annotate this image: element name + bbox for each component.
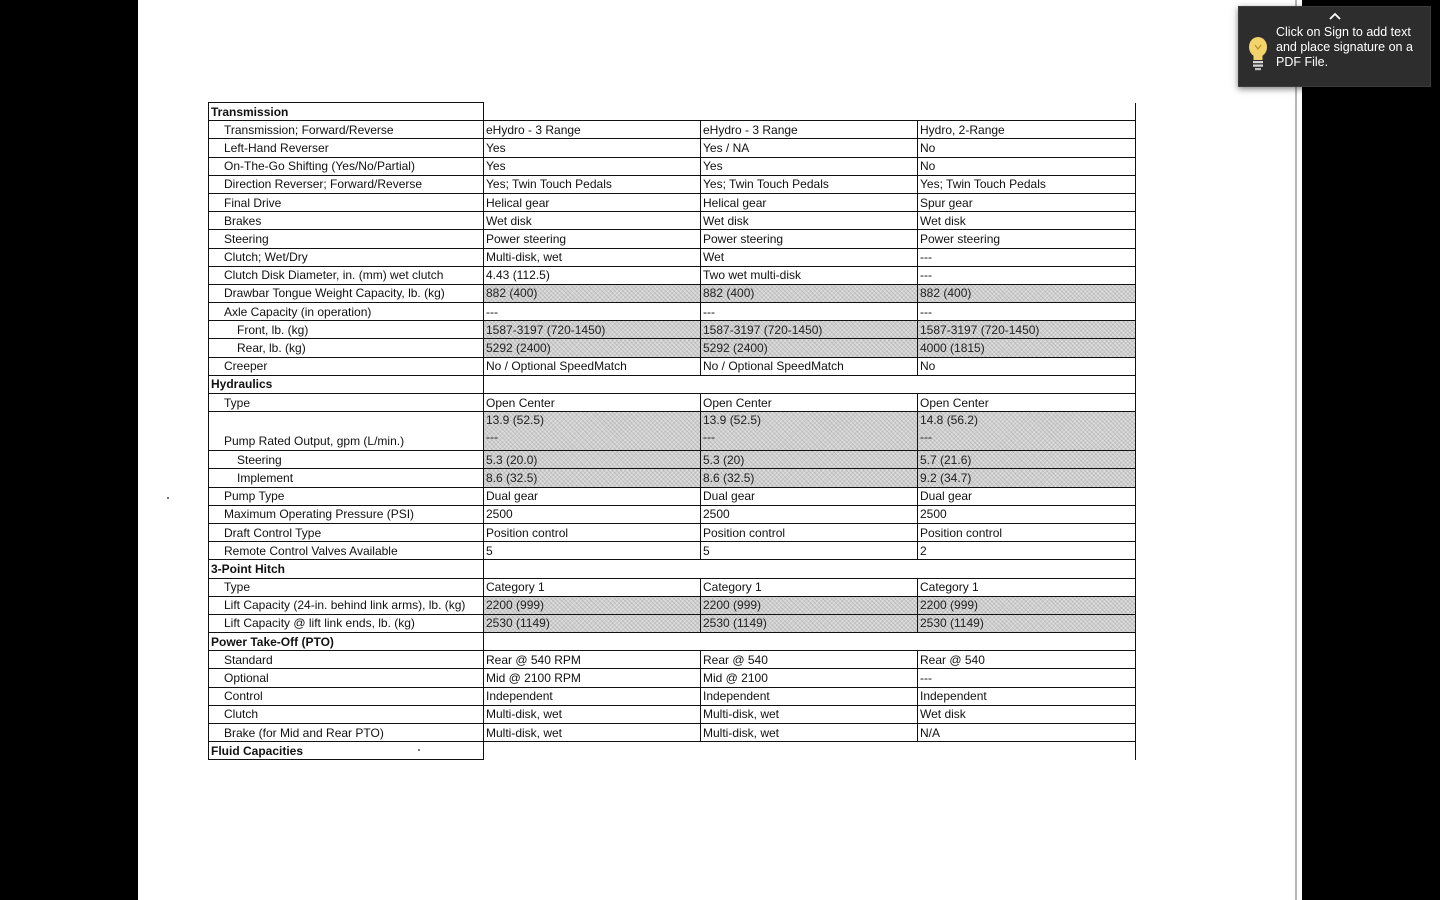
- table-cell: 8.6 (32.5): [484, 469, 701, 487]
- row-label: Draft Control Type: [209, 523, 484, 541]
- table-cell: Position control: [701, 523, 918, 541]
- table-row: [209, 175, 1136, 193]
- section-spacer: [484, 375, 1136, 393]
- table-cell: Wet disk: [918, 705, 1136, 723]
- table-cell: Wet disk: [701, 212, 918, 230]
- table-cell: Rear @ 540: [701, 651, 918, 669]
- table-cell: Power steering: [484, 230, 701, 248]
- table-row: [209, 687, 1136, 705]
- table-row: [209, 705, 1136, 723]
- table-cell: Independent: [918, 687, 1136, 705]
- table-row: [209, 139, 1136, 157]
- table-cell: Yes: [701, 157, 918, 175]
- row-label: Brakes: [209, 212, 484, 230]
- table-cell: 4.43 (112.5): [484, 266, 701, 284]
- cell-line: 13.9 (52.5): [703, 413, 762, 428]
- table-row: [209, 523, 1136, 541]
- table-row: [209, 578, 1136, 596]
- table-cell: Yes / NA: [701, 139, 918, 157]
- table-cell: 2530 (1149): [918, 614, 1136, 632]
- row-label: Lift Capacity @ lift link ends, lb. (kg): [209, 614, 484, 632]
- table-cell: 882 (400): [484, 284, 701, 302]
- table-cell: Dual gear: [484, 487, 701, 505]
- table-cell: 2500: [701, 505, 918, 523]
- table-row: [209, 193, 1136, 211]
- table-cell: Yes; Twin Touch Pedals: [918, 175, 1136, 193]
- row-label: Steering: [209, 230, 484, 248]
- table-row: [209, 505, 1136, 523]
- row-label: Maximum Operating Pressure (PSI): [209, 505, 484, 523]
- table-cell: Yes: [484, 157, 701, 175]
- row-label: Direction Reverser; Forward/Reverse: [209, 175, 484, 193]
- table-cell: Wet disk: [484, 212, 701, 230]
- row-label: Clutch Disk Diameter, in. (mm) wet clutch: [209, 266, 484, 284]
- section-row: [209, 103, 1136, 121]
- cell-line: ---: [486, 430, 498, 445]
- table-cell: [918, 412, 1136, 451]
- table-row: [209, 157, 1136, 175]
- row-label: Clutch; Wet/Dry: [209, 248, 484, 266]
- row-label: Final Drive: [209, 193, 484, 211]
- table-cell: Multi-disk, wet: [484, 724, 701, 742]
- table-row: [209, 212, 1136, 230]
- table-row: [209, 339, 1136, 357]
- table-row: [209, 230, 1136, 248]
- table-cell: 2530 (1149): [701, 614, 918, 632]
- section-spacer: [484, 103, 1136, 121]
- table-cell: 5: [484, 542, 701, 560]
- table-cell: 2500: [484, 505, 701, 523]
- table-cell: 2200 (999): [918, 596, 1136, 614]
- sign-tip-text: Click on Sign to add text and place signature on a PDF File.: [1276, 25, 1413, 69]
- table-cell: Category 1: [484, 578, 701, 596]
- table-cell: 2500: [918, 505, 1136, 523]
- table-cell: Helical gear: [701, 193, 918, 211]
- table-cell: N/A: [918, 724, 1136, 742]
- table-cell: 882 (400): [701, 284, 918, 302]
- table-cell: No: [918, 157, 1136, 175]
- table-cell: Helical gear: [484, 193, 701, 211]
- table-cell: Wet: [701, 248, 918, 266]
- table-row: [209, 451, 1136, 469]
- table-cell: Multi-disk, wet: [484, 248, 701, 266]
- table-cell: 1587-3197 (720-1450): [701, 321, 918, 339]
- table-cell: Mid @ 2100: [701, 669, 918, 687]
- table-row: [209, 266, 1136, 284]
- section-heading: Hydraulics: [209, 375, 484, 393]
- row-label: Optional: [209, 669, 484, 687]
- table-cell: 2200 (999): [484, 596, 701, 614]
- row-label: Control: [209, 687, 484, 705]
- table-cell: 9.2 (34.7): [918, 469, 1136, 487]
- table-cell: 5.3 (20.0): [484, 451, 701, 469]
- table-row: [209, 542, 1136, 560]
- row-label: Lift Capacity (24-in. behind link arms), lb. (kg): [209, 596, 484, 614]
- table-cell: Dual gear: [701, 487, 918, 505]
- table-row: [209, 412, 1136, 451]
- table-cell: No: [918, 357, 1136, 375]
- table-cell: 5.7 (21.6): [918, 451, 1136, 469]
- row-label: Drawbar Tongue Weight Capacity, lb. (kg): [209, 284, 484, 302]
- table-cell: [701, 412, 918, 451]
- table-cell: ---: [918, 248, 1136, 266]
- table-cell: 1587-3197 (720-1450): [484, 321, 701, 339]
- section-heading: Power Take-Off (PTO): [209, 633, 484, 651]
- table-row: [209, 596, 1136, 614]
- section-heading: Fluid Capacities: [209, 742, 484, 760]
- spec-comparison-table: [208, 102, 1136, 760]
- row-label: Creeper: [209, 357, 484, 375]
- page-edge-divider: [1295, 0, 1297, 900]
- table-cell: eHydro - 3 Range: [701, 121, 918, 139]
- row-label: Standard: [209, 651, 484, 669]
- table-cell: Open Center: [484, 394, 701, 412]
- table-cell: 2530 (1149): [484, 614, 701, 632]
- row-label: Type: [209, 394, 484, 412]
- table-cell: ---: [484, 303, 701, 321]
- table-cell: Category 1: [701, 578, 918, 596]
- sign-tip-popup[interactable]: [1238, 6, 1431, 87]
- table-row: [209, 284, 1136, 302]
- row-label: Brake (for Mid and Rear PTO): [209, 724, 484, 742]
- table-cell: Mid @ 2100 RPM: [484, 669, 701, 687]
- row-label: On-The-Go Shifting (Yes/No/Partial): [209, 157, 484, 175]
- chevron-up-icon[interactable]: [1327, 9, 1343, 23]
- table-cell: Multi-disk, wet: [701, 705, 918, 723]
- table-row: [209, 651, 1136, 669]
- table-row: [209, 614, 1136, 632]
- table-cell: ---: [701, 303, 918, 321]
- cell-line: ---: [920, 430, 932, 445]
- section-heading: 3-Point Hitch: [209, 560, 484, 578]
- section-row: [209, 742, 1136, 760]
- table-cell: 8.6 (32.5): [701, 469, 918, 487]
- table-cell: No / Optional SpeedMatch: [701, 357, 918, 375]
- table-cell: Open Center: [701, 394, 918, 412]
- table-cell: Wet disk: [918, 212, 1136, 230]
- table-cell: 2: [918, 542, 1136, 560]
- row-label: Remote Control Valves Available: [209, 542, 484, 560]
- table-row: [209, 487, 1136, 505]
- table-cell: 5292 (2400): [484, 339, 701, 357]
- table-cell: No / Optional SpeedMatch: [484, 357, 701, 375]
- table-cell: Yes: [484, 139, 701, 157]
- table-cell: Hydro, 2-Range: [918, 121, 1136, 139]
- table-cell: Independent: [701, 687, 918, 705]
- table-cell: Independent: [484, 687, 701, 705]
- table-cell: Rear @ 540 RPM: [484, 651, 701, 669]
- cell-line: ---: [703, 430, 715, 445]
- row-label: Left-Hand Reverser: [209, 139, 484, 157]
- table-cell: 5: [701, 542, 918, 560]
- table-cell: 1587-3197 (720-1450): [918, 321, 1136, 339]
- table-cell: Position control: [918, 523, 1136, 541]
- section-heading: Transmission: [209, 103, 484, 121]
- row-label: Front, lb. (kg): [209, 321, 484, 339]
- row-label: Steering: [209, 451, 484, 469]
- table-cell: Dual gear: [918, 487, 1136, 505]
- table-cell: ---: [918, 266, 1136, 284]
- section-row: [209, 560, 1136, 578]
- table-cell: Power steering: [918, 230, 1136, 248]
- row-label: Clutch: [209, 705, 484, 723]
- table-cell: Power steering: [701, 230, 918, 248]
- row-label: Pump Rated Output, gpm (L/min.): [209, 412, 484, 451]
- scan-speck: [167, 497, 169, 499]
- table-cell: Rear @ 540: [918, 651, 1136, 669]
- table-cell: Position control: [484, 523, 701, 541]
- table-cell: Multi-disk, wet: [701, 724, 918, 742]
- section-row: [209, 633, 1136, 651]
- table-cell: Category 1: [918, 578, 1136, 596]
- table-cell: 2200 (999): [701, 596, 918, 614]
- cell-line: 14.8 (56.2): [920, 413, 979, 428]
- table-row: [209, 121, 1136, 139]
- table-cell: No: [918, 139, 1136, 157]
- table-cell: 5.3 (20): [701, 451, 918, 469]
- table-row: [209, 357, 1136, 375]
- section-spacer: [484, 560, 1136, 578]
- table-row: [209, 303, 1136, 321]
- table-cell: 5292 (2400): [701, 339, 918, 357]
- table-cell: eHydro - 3 Range: [484, 121, 701, 139]
- table-row: [209, 248, 1136, 266]
- cell-line: 13.9 (52.5): [486, 413, 545, 428]
- row-label: Type: [209, 578, 484, 596]
- table-cell: ---: [918, 303, 1136, 321]
- row-label: Transmission; Forward/Reverse: [209, 121, 484, 139]
- row-label: Rear, lb. (kg): [209, 339, 484, 357]
- table-row: [209, 469, 1136, 487]
- table-cell: 882 (400): [918, 284, 1136, 302]
- lightbulb-icon: [1247, 33, 1269, 73]
- row-label: Implement: [209, 469, 484, 487]
- table-cell: Two wet multi-disk: [701, 266, 918, 284]
- table-cell: Open Center: [918, 394, 1136, 412]
- table-row: [209, 724, 1136, 742]
- row-label: Pump Type: [209, 487, 484, 505]
- section-spacer: [484, 742, 1136, 760]
- table-cell: [484, 412, 701, 451]
- table-row: [209, 394, 1136, 412]
- section-row: [209, 375, 1136, 393]
- table-cell: Multi-disk, wet: [484, 705, 701, 723]
- section-spacer: [484, 633, 1136, 651]
- table-cell: Spur gear: [918, 193, 1136, 211]
- table-cell: 4000 (1815): [918, 339, 1136, 357]
- row-label: Axle Capacity (in operation): [209, 303, 484, 321]
- table-row: [209, 669, 1136, 687]
- pdf-page: [138, 0, 1302, 900]
- table-cell: ---: [918, 669, 1136, 687]
- table-row: [209, 321, 1136, 339]
- table-cell: Yes; Twin Touch Pedals: [701, 175, 918, 193]
- table-cell: Yes; Twin Touch Pedals: [484, 175, 701, 193]
